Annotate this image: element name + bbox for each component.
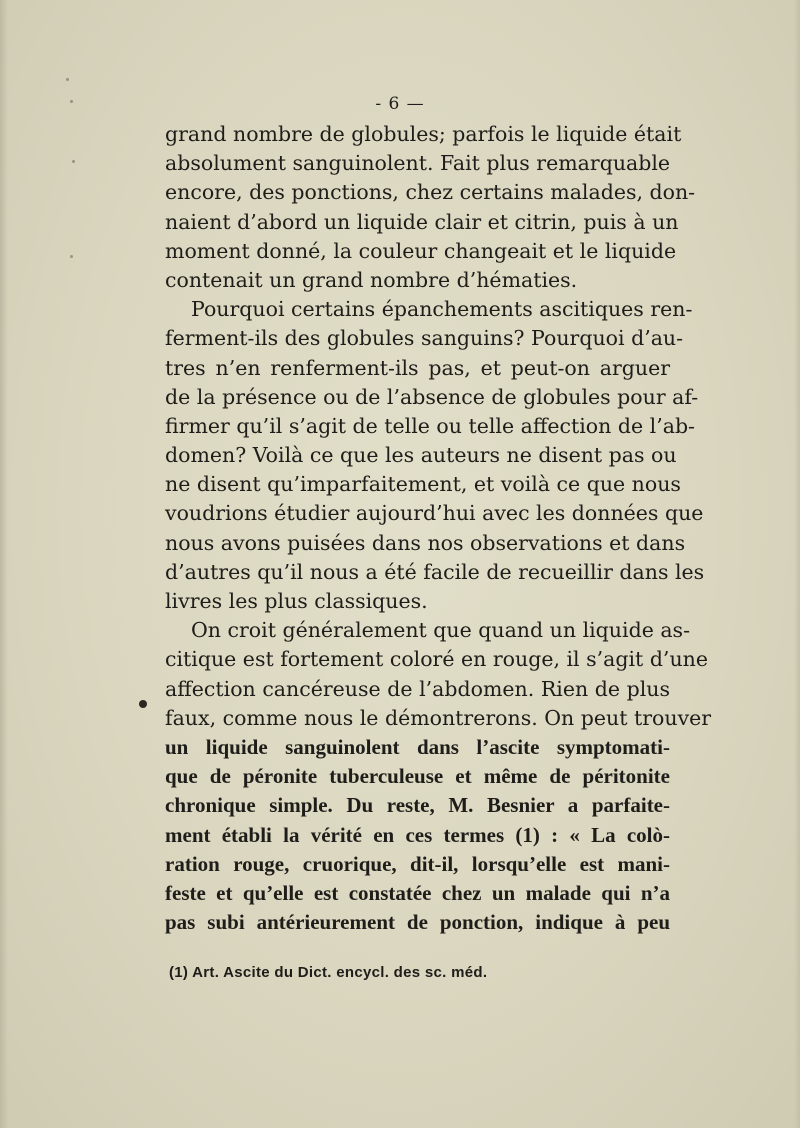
page-edge-right [794,0,800,1128]
text-line: firmer qu’il s’agit de telle ou telle affection de l’ab- [165,413,695,438]
text-line: grand nombre de globules; parfois le liquide était [165,122,682,146]
text-line: contenait un grand nombre d’hématies. [165,267,578,292]
text-line: tres n’en renferment-ils pas, et peut-on arguer [165,355,670,380]
text-line: On croit généralement que quand un liquide as- [191,618,691,643]
text-line: Pourquoi certains épanchements ascitiques ren- [191,297,693,322]
text-line: affection cancéreuse de l’abdomen. Rien de plus [165,676,670,701]
text-line: ferment-ils des globules sanguins? Pourquoi d’au- [165,326,684,351]
body-text [165,120,712,937]
text-line: ration rouge, cruorique, dit-il, lorsqu’elle est mani- [165,851,670,876]
text-line: que de péronite tuberculeuse et même de péritonite [165,764,670,789]
text-line: un liquide sanguinolent dans l’ascite symptomati- [165,734,670,759]
paper-speck [70,255,73,258]
paper-speck [66,78,69,81]
paper-speck [70,100,73,103]
text-line: domen? Voilà ce que les auteurs ne disent pas ou [165,443,677,468]
text-line: pas subi antérieurement de ponction, indique à peu [165,910,670,935]
text-line: moment donné, la couleur changeait et le liquide [165,238,677,263]
text-line: feste et qu’elle est constatée chez un malade qui n’a [165,880,670,905]
text-line: ne disent qu’imparfaitement, et voilà ce que nous [165,472,681,497]
text-line: livres les plus classiques. [165,589,428,613]
text-line: d’autres qu’il nous a été facile de recueillir dans les [165,559,705,584]
text-line: naient d’abord un liquide clair et citrin, puis à un [165,209,679,234]
paper-speck [72,160,75,163]
text-line: voudrions étudier aujourd’hui avec les données que [165,501,704,526]
margin-dot [139,700,147,708]
page-edge-left [0,0,8,1128]
text-line: de la présence ou de l’absence de globules pour af- [165,384,699,409]
text-line: faux, comme nous le démontrerons. On peut trouver [165,705,712,730]
page-number: - 6 — [375,94,425,114]
footnote: (1) Art. Ascite du Dict. encycl. des sc. méd. [169,964,488,981]
text-line: ment établi la vérité en ces termes (1) : « La colò- [165,822,670,847]
text-line: encore, des ponctions, chez certains malades, don- [165,180,696,205]
text-line: chronique simple. Du reste, M. Besnier a parfaite- [165,793,670,818]
text-line: nous avons puisées dans nos observations et dans [165,530,686,555]
text-line: absolument sanguinolent. Fait plus remarquable [165,151,671,176]
text-line: citique est fortement coloré en rouge, il s’agit d’une [165,647,708,672]
